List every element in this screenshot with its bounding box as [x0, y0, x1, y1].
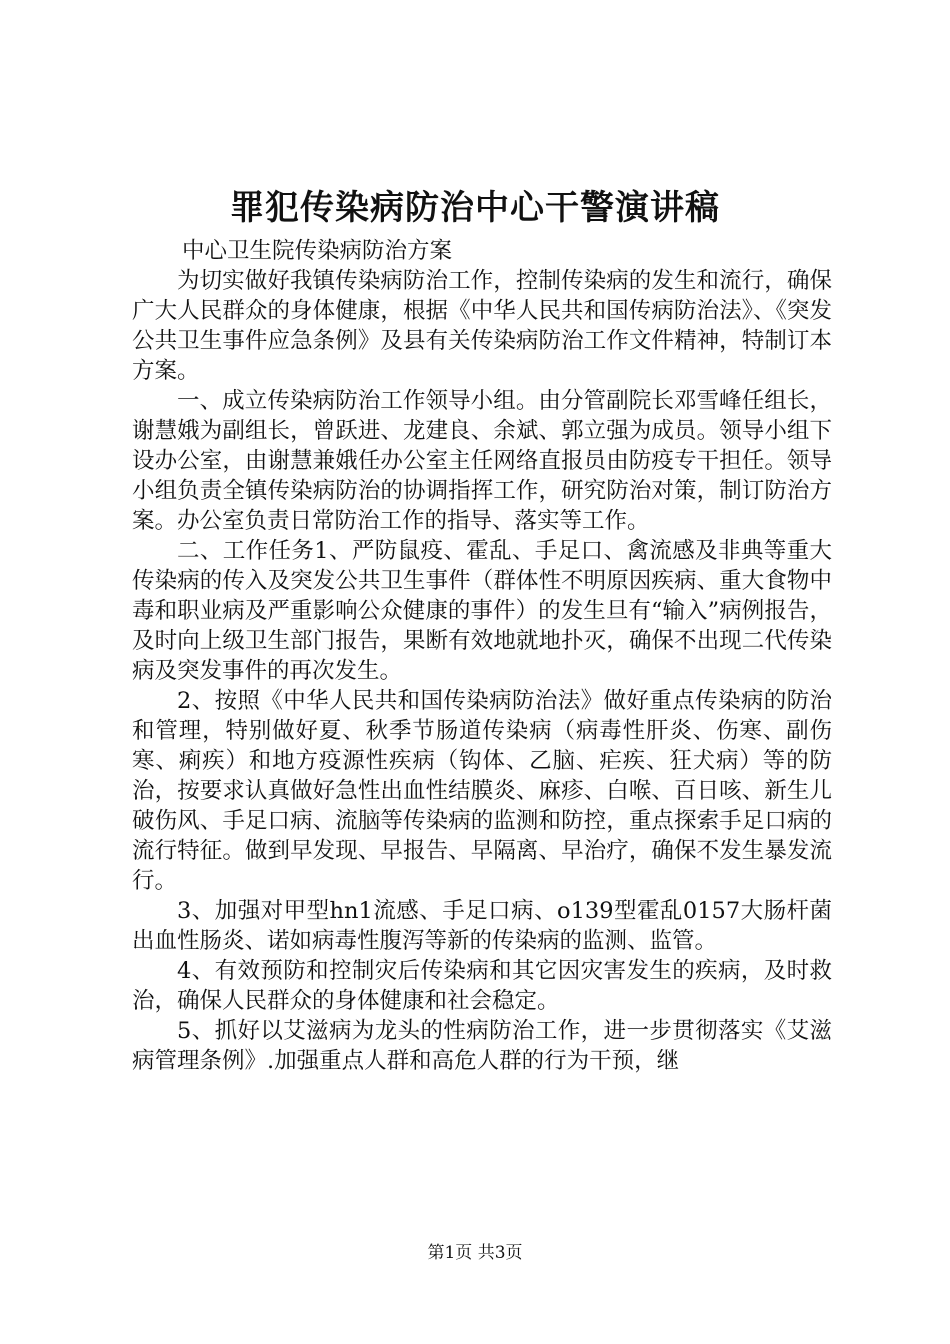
- paragraph-task-1: 二、工作任务1、严防鼠疫、霍乱、手足口、禽流感及非典等重大传染病的传入及突发公共卫生事件（群体性不明原因疾病、重大食物中毒和职业病及严重影响公众健康的事件）的发生旦有“输入”病例报告，及时向上级卫生部门报告，果断有效地就地扑灭，确保不出现二代传染病及突发事件的再次发生。: [132, 538, 832, 684]
- paragraph-leadership-group: 一、成立传染病防治工作领导小组。由分管副院长邓雪峰任组长，谢慧娥为副组长，曾跃进、龙建良、余斌、郭立强为成员。领导小组下设办公室，由谢慧兼娥任办公室主任网络直报员由防疫专干担任。领导小组负责全镇传染病防治的协调指挥工作，研究防治对策，制订防治方案。办公室负责日常防治工作的指导、落实等工作。: [132, 388, 832, 534]
- paragraph-intro: 为切实做好我镇传染病防治工作，控制传染病的发生和流行，确保广大人民群众的身体健康，根据《中华人民共和国传病防治法》、《突发公共卫生事件应急条例》及县有关传染病防治工作文件精神，特制订本方案。: [132, 268, 832, 384]
- document-title: 罪犯传染病防治中心干警演讲稿: [230, 188, 720, 228]
- paragraph-task-2: 2、按照《中华人民共和国传染病防治法》做好重点传染病的防治和管理，特别做好夏、秋季节肠道传染病（病毒性肝炎、伤寒、副伤寒、痢疾）和地方疫源性疾病（钩体、乙脑、疟疾、狂犬病）等的防治，按要求认真做好急性出血性结膜炎、麻疹、白喉、百日咳、新生儿破伤风、手足口病、流脑等传染病的监测和防控，重点探索手足口病的流行特征。做到早发现、早报告、早隔离、早治疗，确保不发生暴发流行。: [132, 688, 832, 894]
- document-body: [132, 236, 832, 1076]
- document-subtitle: 中心卫生院传染病防治方案: [182, 238, 453, 264]
- paragraph-task-5: 5、抓好以艾滋病为龙头的性病防治工作，进一步贯彻落实《艾滋病管理条例》.加强重点人群和高危人群的行为干预，继: [132, 1018, 832, 1074]
- paragraph-task-4: 4、有效预防和控制灾后传染病和其它因灾害发生的疾病，及时救治，确保人民群众的身体健康和社会稳定。: [132, 958, 832, 1014]
- page-number-footer: 第1页 共3页: [427, 1243, 523, 1263]
- paragraph-task-3: 3、加强对甲型hn1流感、手足口病、o139型霍乱0157大肠杆菌出血性肠炎、诺如病毒性腹泻等新的传染病的监测、监管。: [132, 898, 832, 954]
